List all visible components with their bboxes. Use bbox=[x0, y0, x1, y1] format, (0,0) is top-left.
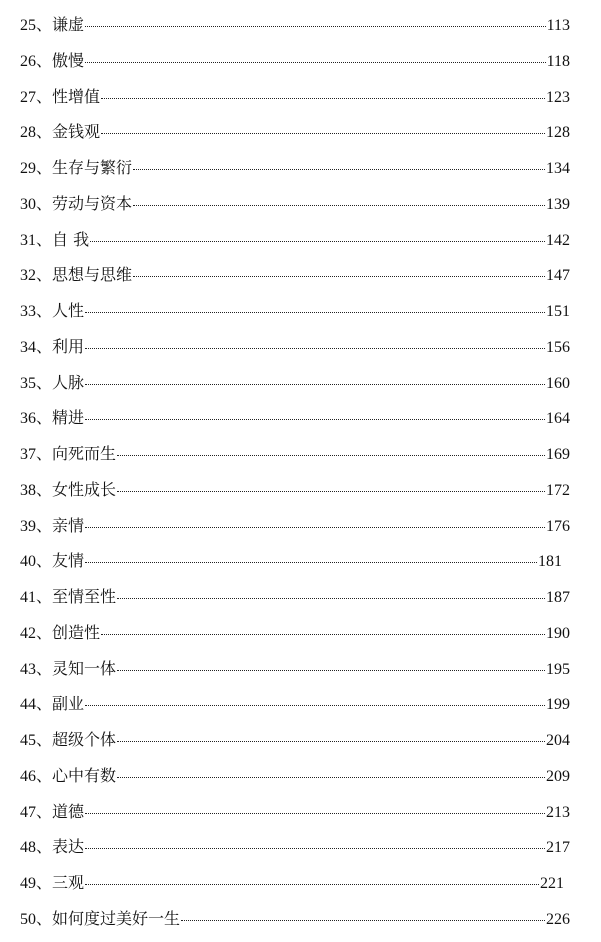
toc-dot-leader bbox=[85, 812, 545, 814]
toc-entry-number: 50、 bbox=[20, 910, 53, 928]
toc-entry-number: 37、 bbox=[20, 446, 53, 463]
toc-entry-title: 道德 bbox=[52, 801, 85, 821]
toc-entry-number: 39、 bbox=[20, 517, 53, 535]
toc-entry[interactable] bbox=[20, 228, 570, 252]
toc-entry-page-number: 139 bbox=[546, 195, 570, 213]
toc-entry-page-number: 118 bbox=[546, 52, 570, 70]
toc-entry-number: 49、 bbox=[20, 875, 53, 892]
toc-entry[interactable] bbox=[20, 192, 570, 216]
toc-dot-leader bbox=[85, 25, 546, 27]
toc-entry[interactable] bbox=[20, 514, 570, 538]
toc-dot-leader bbox=[85, 883, 539, 885]
toc-entry-page-number: 176 bbox=[546, 517, 570, 535]
toc-entry[interactable] bbox=[20, 728, 570, 752]
toc-entry[interactable] bbox=[20, 13, 570, 37]
toc-entry-page-number: 156 bbox=[546, 338, 570, 356]
toc-entry-number: 33、 bbox=[20, 303, 53, 320]
toc-entry-number: 47、 bbox=[20, 803, 53, 821]
toc-entry-title: 灵知一体 bbox=[52, 658, 117, 678]
toc-entry-title: 向死而生 bbox=[52, 444, 117, 463]
toc-entry-number: 40、 bbox=[20, 553, 53, 571]
toc-entry-number: 45、 bbox=[20, 732, 53, 749]
toc-dot-leader bbox=[85, 847, 545, 849]
toc-entry-title: 亲情 bbox=[52, 515, 85, 535]
toc-entry-title: 创造性 bbox=[52, 622, 101, 642]
toc-entry-page-number: 217 bbox=[546, 839, 570, 857]
toc-entry-number: 28、 bbox=[20, 124, 53, 142]
toc-entry-title: 劳动与资本 bbox=[52, 193, 133, 213]
toc-dot-leader bbox=[117, 597, 545, 599]
toc-entry[interactable] bbox=[20, 800, 570, 824]
toc-entry[interactable] bbox=[20, 263, 570, 287]
toc-entry[interactable] bbox=[20, 657, 570, 681]
toc-entry-number: 36、 bbox=[20, 410, 53, 428]
toc-entry-number: 27、 bbox=[20, 88, 53, 106]
toc-entry-number: 25、 bbox=[20, 17, 53, 34]
toc-entry[interactable] bbox=[20, 585, 570, 609]
toc-entry-title: 生存与繁衍 bbox=[52, 158, 133, 177]
toc-dot-leader bbox=[117, 669, 545, 671]
toc-entry-title: 女性成长 bbox=[52, 479, 117, 499]
toc-entry[interactable] bbox=[20, 549, 562, 573]
toc-entry[interactable] bbox=[20, 764, 570, 788]
toc-entry-page-number: 169 bbox=[546, 446, 570, 463]
toc-dot-leader bbox=[133, 204, 545, 206]
toc-entry-number: 41、 bbox=[20, 589, 53, 606]
toc-entry[interactable] bbox=[20, 156, 570, 180]
toc-entry-title: 谦虚 bbox=[52, 15, 85, 34]
toc-entry-title: 超级个体 bbox=[52, 730, 117, 749]
toc-entry[interactable] bbox=[20, 478, 570, 502]
toc-entry[interactable] bbox=[20, 907, 570, 931]
toc-dot-leader bbox=[101, 633, 545, 635]
toc-entry[interactable] bbox=[20, 621, 570, 645]
toc-entry-page-number: 160 bbox=[546, 374, 570, 392]
toc-entry-number: 38、 bbox=[20, 481, 53, 499]
toc-entry-title: 利用 bbox=[52, 336, 85, 356]
toc-dot-leader bbox=[85, 561, 537, 563]
toc-dot-leader bbox=[85, 418, 545, 420]
toc-entry-page-number: 113 bbox=[546, 17, 570, 34]
toc-dot-leader bbox=[85, 704, 545, 706]
toc-entry[interactable] bbox=[20, 120, 570, 144]
toc-entry[interactable] bbox=[20, 871, 564, 895]
toc-entry-page-number: 209 bbox=[546, 767, 570, 785]
toc-entry-page-number: 134 bbox=[546, 160, 570, 177]
toc-entry-title: 精进 bbox=[52, 408, 85, 428]
toc-entry-page-number: 213 bbox=[546, 803, 570, 821]
toc-entry[interactable] bbox=[20, 335, 570, 359]
toc-entry-number: 34、 bbox=[20, 338, 53, 356]
toc-dot-leader bbox=[85, 61, 546, 63]
toc-entry-page-number: 128 bbox=[546, 124, 570, 142]
toc-entry-title: 傲慢 bbox=[52, 50, 85, 70]
toc-entry[interactable] bbox=[20, 85, 570, 109]
toc-entry-page-number: 172 bbox=[546, 481, 570, 499]
toc-entry-number: 48、 bbox=[20, 839, 53, 857]
toc-entry-title: 至情至性 bbox=[52, 587, 117, 606]
toc-entry-page-number: 221 bbox=[540, 875, 564, 892]
toc-entry[interactable] bbox=[20, 371, 570, 395]
toc-entry-page-number: 190 bbox=[546, 624, 570, 642]
toc-entry-title: 性增值 bbox=[52, 86, 101, 106]
toc-dot-leader bbox=[117, 490, 545, 492]
toc-dot-leader bbox=[101, 97, 545, 99]
toc-entry-page-number: 226 bbox=[546, 910, 570, 928]
toc-entry-page-number: 204 bbox=[546, 732, 570, 749]
toc-entry-number: 29、 bbox=[20, 160, 53, 177]
toc-entry[interactable] bbox=[20, 406, 570, 430]
toc-entry[interactable] bbox=[20, 835, 570, 859]
toc-entry-title: 自 我 bbox=[52, 229, 90, 249]
toc-dot-leader bbox=[85, 347, 545, 349]
toc-dot-leader bbox=[85, 311, 545, 313]
toc-entry-title: 人脉 bbox=[52, 372, 85, 392]
toc-entry-page-number: 123 bbox=[546, 88, 570, 106]
toc-dot-leader bbox=[90, 240, 545, 242]
toc-entry-title: 如何度过美好一生 bbox=[52, 908, 181, 928]
toc-entry-number: 43、 bbox=[20, 660, 53, 678]
toc-entry-page-number: 164 bbox=[546, 410, 570, 428]
toc-entry-page-number: 147 bbox=[546, 267, 570, 285]
toc-entry-number: 44、 bbox=[20, 696, 53, 714]
toc-dot-leader bbox=[133, 275, 545, 277]
toc-entry-number: 30、 bbox=[20, 195, 53, 213]
toc-entry-page-number: 181 bbox=[538, 553, 562, 571]
toc-dot-leader bbox=[85, 383, 545, 385]
toc-entry-number: 26、 bbox=[20, 52, 53, 70]
toc-entry-number: 46、 bbox=[20, 767, 53, 785]
toc-dot-leader bbox=[117, 776, 545, 778]
toc-entry-number: 42、 bbox=[20, 624, 53, 642]
toc-entry-title: 思想与思维 bbox=[52, 265, 133, 285]
toc-dot-leader bbox=[85, 526, 545, 528]
toc-entry-title: 副业 bbox=[52, 694, 85, 714]
toc-entry-number: 31、 bbox=[20, 231, 53, 249]
toc-dot-leader bbox=[117, 454, 545, 456]
toc-entry-page-number: 199 bbox=[546, 696, 570, 714]
toc-entry-page-number: 151 bbox=[546, 303, 570, 320]
toc-dot-leader bbox=[101, 132, 545, 134]
toc-entry-page-number: 195 bbox=[546, 660, 570, 678]
toc-entry[interactable] bbox=[20, 442, 570, 466]
toc-dot-leader bbox=[117, 740, 545, 742]
toc-entry-page-number: 187 bbox=[546, 589, 570, 606]
toc-entry-title: 表达 bbox=[52, 837, 85, 857]
toc-entry-title: 心中有数 bbox=[52, 765, 117, 785]
toc-entry-title: 三观 bbox=[52, 873, 85, 892]
toc-entry-title: 友情 bbox=[52, 551, 85, 571]
toc-entry-page-number: 142 bbox=[546, 231, 570, 249]
toc-entry-title: 金钱观 bbox=[52, 122, 101, 142]
toc-entry-number: 35、 bbox=[20, 374, 53, 392]
toc-entry[interactable] bbox=[20, 299, 570, 323]
toc-dot-leader bbox=[133, 168, 545, 170]
toc-dot-leader bbox=[181, 919, 545, 921]
toc-entry-title: 人性 bbox=[52, 301, 85, 320]
toc-entry[interactable] bbox=[20, 692, 570, 716]
toc-entry[interactable] bbox=[20, 49, 570, 73]
toc-entry-number: 32、 bbox=[20, 267, 53, 285]
